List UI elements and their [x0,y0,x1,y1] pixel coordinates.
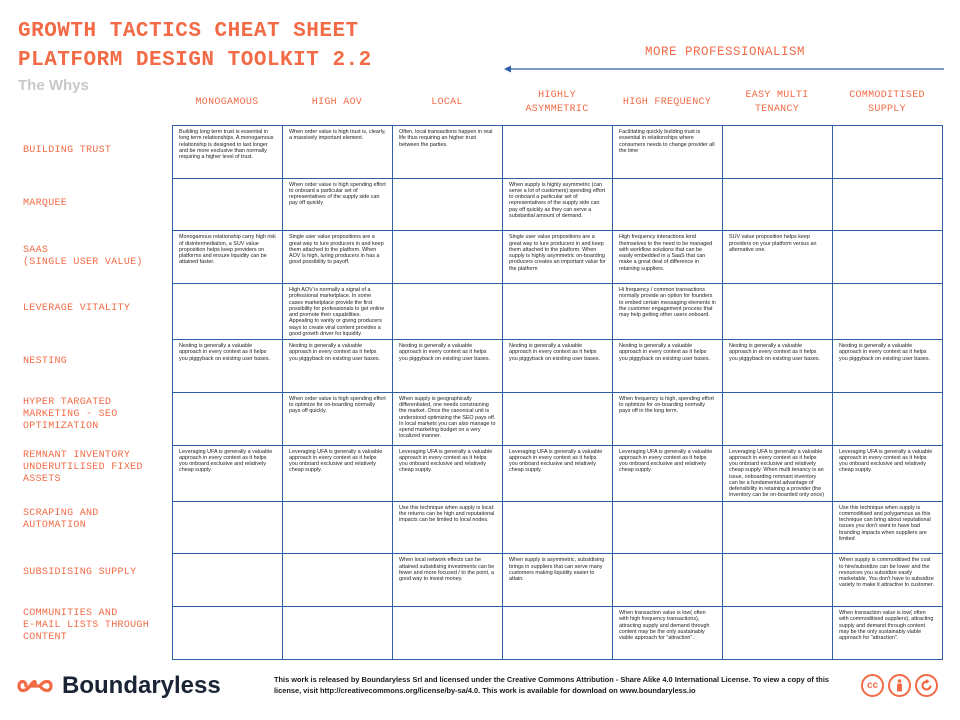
table-cell: Nesting is generally a valuable approach in every context as it helps you piggyback on existing user bases. [283,340,393,393]
column-header: HIGH AOV [311,97,363,108]
table-cell [833,284,943,340]
table-cell [723,178,833,231]
tactics-grid [172,125,943,660]
table-cell [173,178,283,231]
table-cell [283,607,393,660]
table-cell [503,607,613,660]
table-cell [393,231,503,284]
table-cell [833,178,943,231]
table-cell: Nesting is generally a valuable approach in every context as it helps you piggyback on existing user bases. [723,340,833,393]
table-cell [723,126,833,179]
table-cell: Leveraging UFA is generally a valuable approach in every context as it helps you onboard exclusive and relatively cheap supply. When multi tenancy is an issue, onboarding remnant inventory can be a fundamental advantage of defensibility in retaining a provider (the inventory can be on-boarded only once) [723,445,833,501]
row-label: SCRAPING AND AUTOMATION [23,508,99,532]
column-header: MONOGAMOUS [195,97,259,108]
table-cell [613,178,723,231]
by-icon [888,674,911,697]
table-cell [723,554,833,607]
table-cell: When transaction value is low( often with high frequency transactions), attracting supply and demand through content may be the only sustainably viable approach for "attraction". [613,607,723,660]
table-cell: Leveraging UFA is generally a valuable approach in every context as it helps you onboard exclusive and relatively cheap supply. [503,445,613,501]
table-cell: When supply is geographically differentiated, one needs constraining the market. Once the canonical unit is understood optimizing the SEO pays off. In local markets you can also manage to spend marketing budget on a very localized manner. [393,392,503,445]
table-cell: Leveraging UFA is generally a valuable approach in every context as it helps you onboard exclusive and relatively cheap supply. [833,445,943,501]
table-row [173,231,943,284]
column-header: HIGHLY ASYMMETRIC [525,90,589,115]
row-label: BUILDING TRUST [23,145,112,157]
table-cell [613,501,723,554]
table-cell [833,392,943,445]
table-row [173,607,943,660]
table-cell [723,607,833,660]
table-cell [173,392,283,445]
table-row [173,445,943,501]
table-cell: Facilitating quickly building trust is essential in relationships where consumers needs to change provider all the time [613,126,723,179]
row-label: LEVERAGE VITALITY [23,303,131,315]
table-cell: When order value is high spending effort to onboard a particular set of representatives of the supply side can pay off quickly [283,178,393,231]
page-subtitle: The Whys [18,77,89,94]
brand-logo [16,672,221,700]
row-label: COMMUNITIES AND E-MAIL LISTS THROUGH CONTENT [23,607,150,643]
table-cell: Leveraging UFA is generally a valuable approach in every context as it helps you onboard exclusive and relatively cheap supply. [283,445,393,501]
table-row [173,392,943,445]
page-title-line-2: PLATFORM DESIGN TOOLKIT 2.2 [18,49,372,72]
row-label: HYPER TARGATED MARKETING - SEO OPTIMIZATION [23,396,118,432]
table-cell [723,284,833,340]
table-cell: When local network effects can be attained subsidising investments can be fewer and more focused / to the point, a good way to invest money. [393,554,503,607]
table-cell: Nesting is generally a valuable approach in every context as it helps you piggyback on existing user bases. [173,340,283,393]
table-cell [173,607,283,660]
table-cell: Building long term trust is essential in long term relationships. A monogamous relationship is designed to last longer and be more exclusive than normally requiring a higher level of trust. [173,126,283,179]
creative-commons-icons [861,674,938,697]
table-row [173,554,943,607]
table-cell [723,392,833,445]
table-cell [393,178,503,231]
table-cell: High AOV is normally a signal of a professional marketplace. In some cases marketplace provide the first possibility for professionals to get online and promote their capabilities. Appealing to vanity or giving producers ways to create viral content provides a good growth driver for liquidity. [283,284,393,340]
table-cell: Leveraging UFA is generally a valuable approach in every context as it helps you onboard exclusive and relatively cheap supply. [173,445,283,501]
table-cell [503,392,613,445]
table-cell: Nesting is generally a valuable approach in every context as it helps you piggyback on existing user bases. [613,340,723,393]
table-cell: Use this technique when supply is commoditised and polygamous as this technique can bring about reputational issues you don't want to have bad branding impacts when suppliers are limited [833,501,943,554]
table-cell: High frequency interactions lend themselves to the need to be managed with workflow solutions that can be easily embedded in a SaaS that can make a great deal of difference in retaining suppliers. [613,231,723,284]
table-row [173,284,943,340]
table-row [173,501,943,554]
table-cell [173,501,283,554]
row-label: REMNANT INVENTORY UNDERUTILISED FIXED ASSETS [23,449,143,485]
table-cell: When supply is highly asymmetric (can serve a lot of customers) spending effort to onboard a particular set of representatives of the supply side can pay off quickly as they can serve a substantial amount of demand. [503,178,613,231]
table-cell [283,554,393,607]
table-cell: Nesting is generally a valuable approach in every context as it helps you piggyback on existing user bases. [833,340,943,393]
table-cell [613,554,723,607]
table-cell: Nesting is generally a valuable approach in every context as it helps you piggyback on existing user bases. [393,340,503,393]
table-cell [833,231,943,284]
table-cell: Monogamous relationship carry high risk of disintermediation, a SUV value proposition helps keep providers on platforms and ensure liquidity can be attained faster. [173,231,283,284]
left-arrow-icon [504,62,944,76]
brand-name: Boundaryless [62,672,221,699]
table-cell [283,501,393,554]
table-cell: Use this technique when supply is local: the returns can be high and reputational impacts can be limited to local nodes. [393,501,503,554]
table-cell [173,554,283,607]
row-label: SAAS (SINGLE USER VALUE) [23,244,143,268]
table-cell [503,284,613,340]
license-text: This work is released by Boundaryless Srl and licensed under the Creative Commons Attribution - Share Alike 4.0 International License. To view a copy of this license, visit http://creativecommons.org/license/by-sa/4.0. This work is available for download on www.boundaryless.io [274,675,829,696]
table-cell: When transaction value is low( often with commoditised suppliers), attracting supply and demand through content may be the only sustainably viable approach for "attraction". [833,607,943,660]
column-header: LOCAL [431,97,463,108]
table-cell: Leveraging UFA is generally a valuable approach in every context as it helps you onboard exclusive and relatively cheap supply. [613,445,723,501]
table-cell [503,126,613,179]
row-label: MARQUEE [23,198,68,210]
table-cell: Single user value propositions are a great way to lure producers in and keep them attached to the platform. When AOV is high, luring producers in has a good possibility to payoff. [283,231,393,284]
column-header: COMMODITISED SUPPLY [849,90,925,115]
table-cell: Hi frequency / common transactions normally provide an option for founders to embed certain messaging elements in the customer engagement process that may help getting other users onboard. [613,284,723,340]
table-cell [393,284,503,340]
table-cell [723,501,833,554]
table-cell: Single user value propositions are a great way to lure producers in and keep them attached to the platform. When supply is highly asymmetric on-boarding producers creates an important value for the platform [503,231,613,284]
table-cell: Leveraging UFA is generally a valuable approach in every context as it helps you onboard exclusive and relatively cheap supply. [393,445,503,501]
table-cell: Nesting is generally a valuable approach in every context as it helps you piggyback on existing user bases. [503,340,613,393]
table-cell [173,284,283,340]
table-cell [503,501,613,554]
table-cell: Often, local transactions happen in real life thus requiring an higher trust between the parties. [393,126,503,179]
table-cell [393,607,503,660]
sa-icon [915,674,938,697]
table-cell: When order value is high trust is, clearly, a massively important element. [283,126,393,179]
direction-label: MORE PROFESSIONALISM [644,45,806,59]
table-cell: When frequency is high, spending effort to optimize for on-boarding normally pays off in the long term. [613,392,723,445]
cc-icon: cc [861,674,884,697]
table-row [173,178,943,231]
table-cell: When supply is asymmetric, subsidising brings in suppliers that can serve many customers making liquidity easier to attain. [503,554,613,607]
column-header: HIGH FREQUENCY [622,97,712,108]
table-cell: When order value is high spending effort to optimize for on-boarding normally pays off quickly. [283,392,393,445]
table-cell [833,126,943,179]
table-cell: When supply is commoditised the cost to hire/subsidize can be lower and the resources you subsidize easily marketable. You don't have to subsidize variety to make it attractive to customer. [833,554,943,607]
table-row [173,340,943,393]
table-cell: SUV value proposition helps keep providers on your platform versus an alternative one. [723,231,833,284]
row-label: SUBSIDISING SUPPLY [23,566,137,578]
column-header: EASY MULTI TENANCY [745,90,809,115]
infinity-logo-icon [16,675,54,697]
row-label: NESTING [23,356,68,368]
page-title-line-1: GROWTH TACTICS CHEAT SHEET [18,20,359,43]
table-row [173,126,943,179]
